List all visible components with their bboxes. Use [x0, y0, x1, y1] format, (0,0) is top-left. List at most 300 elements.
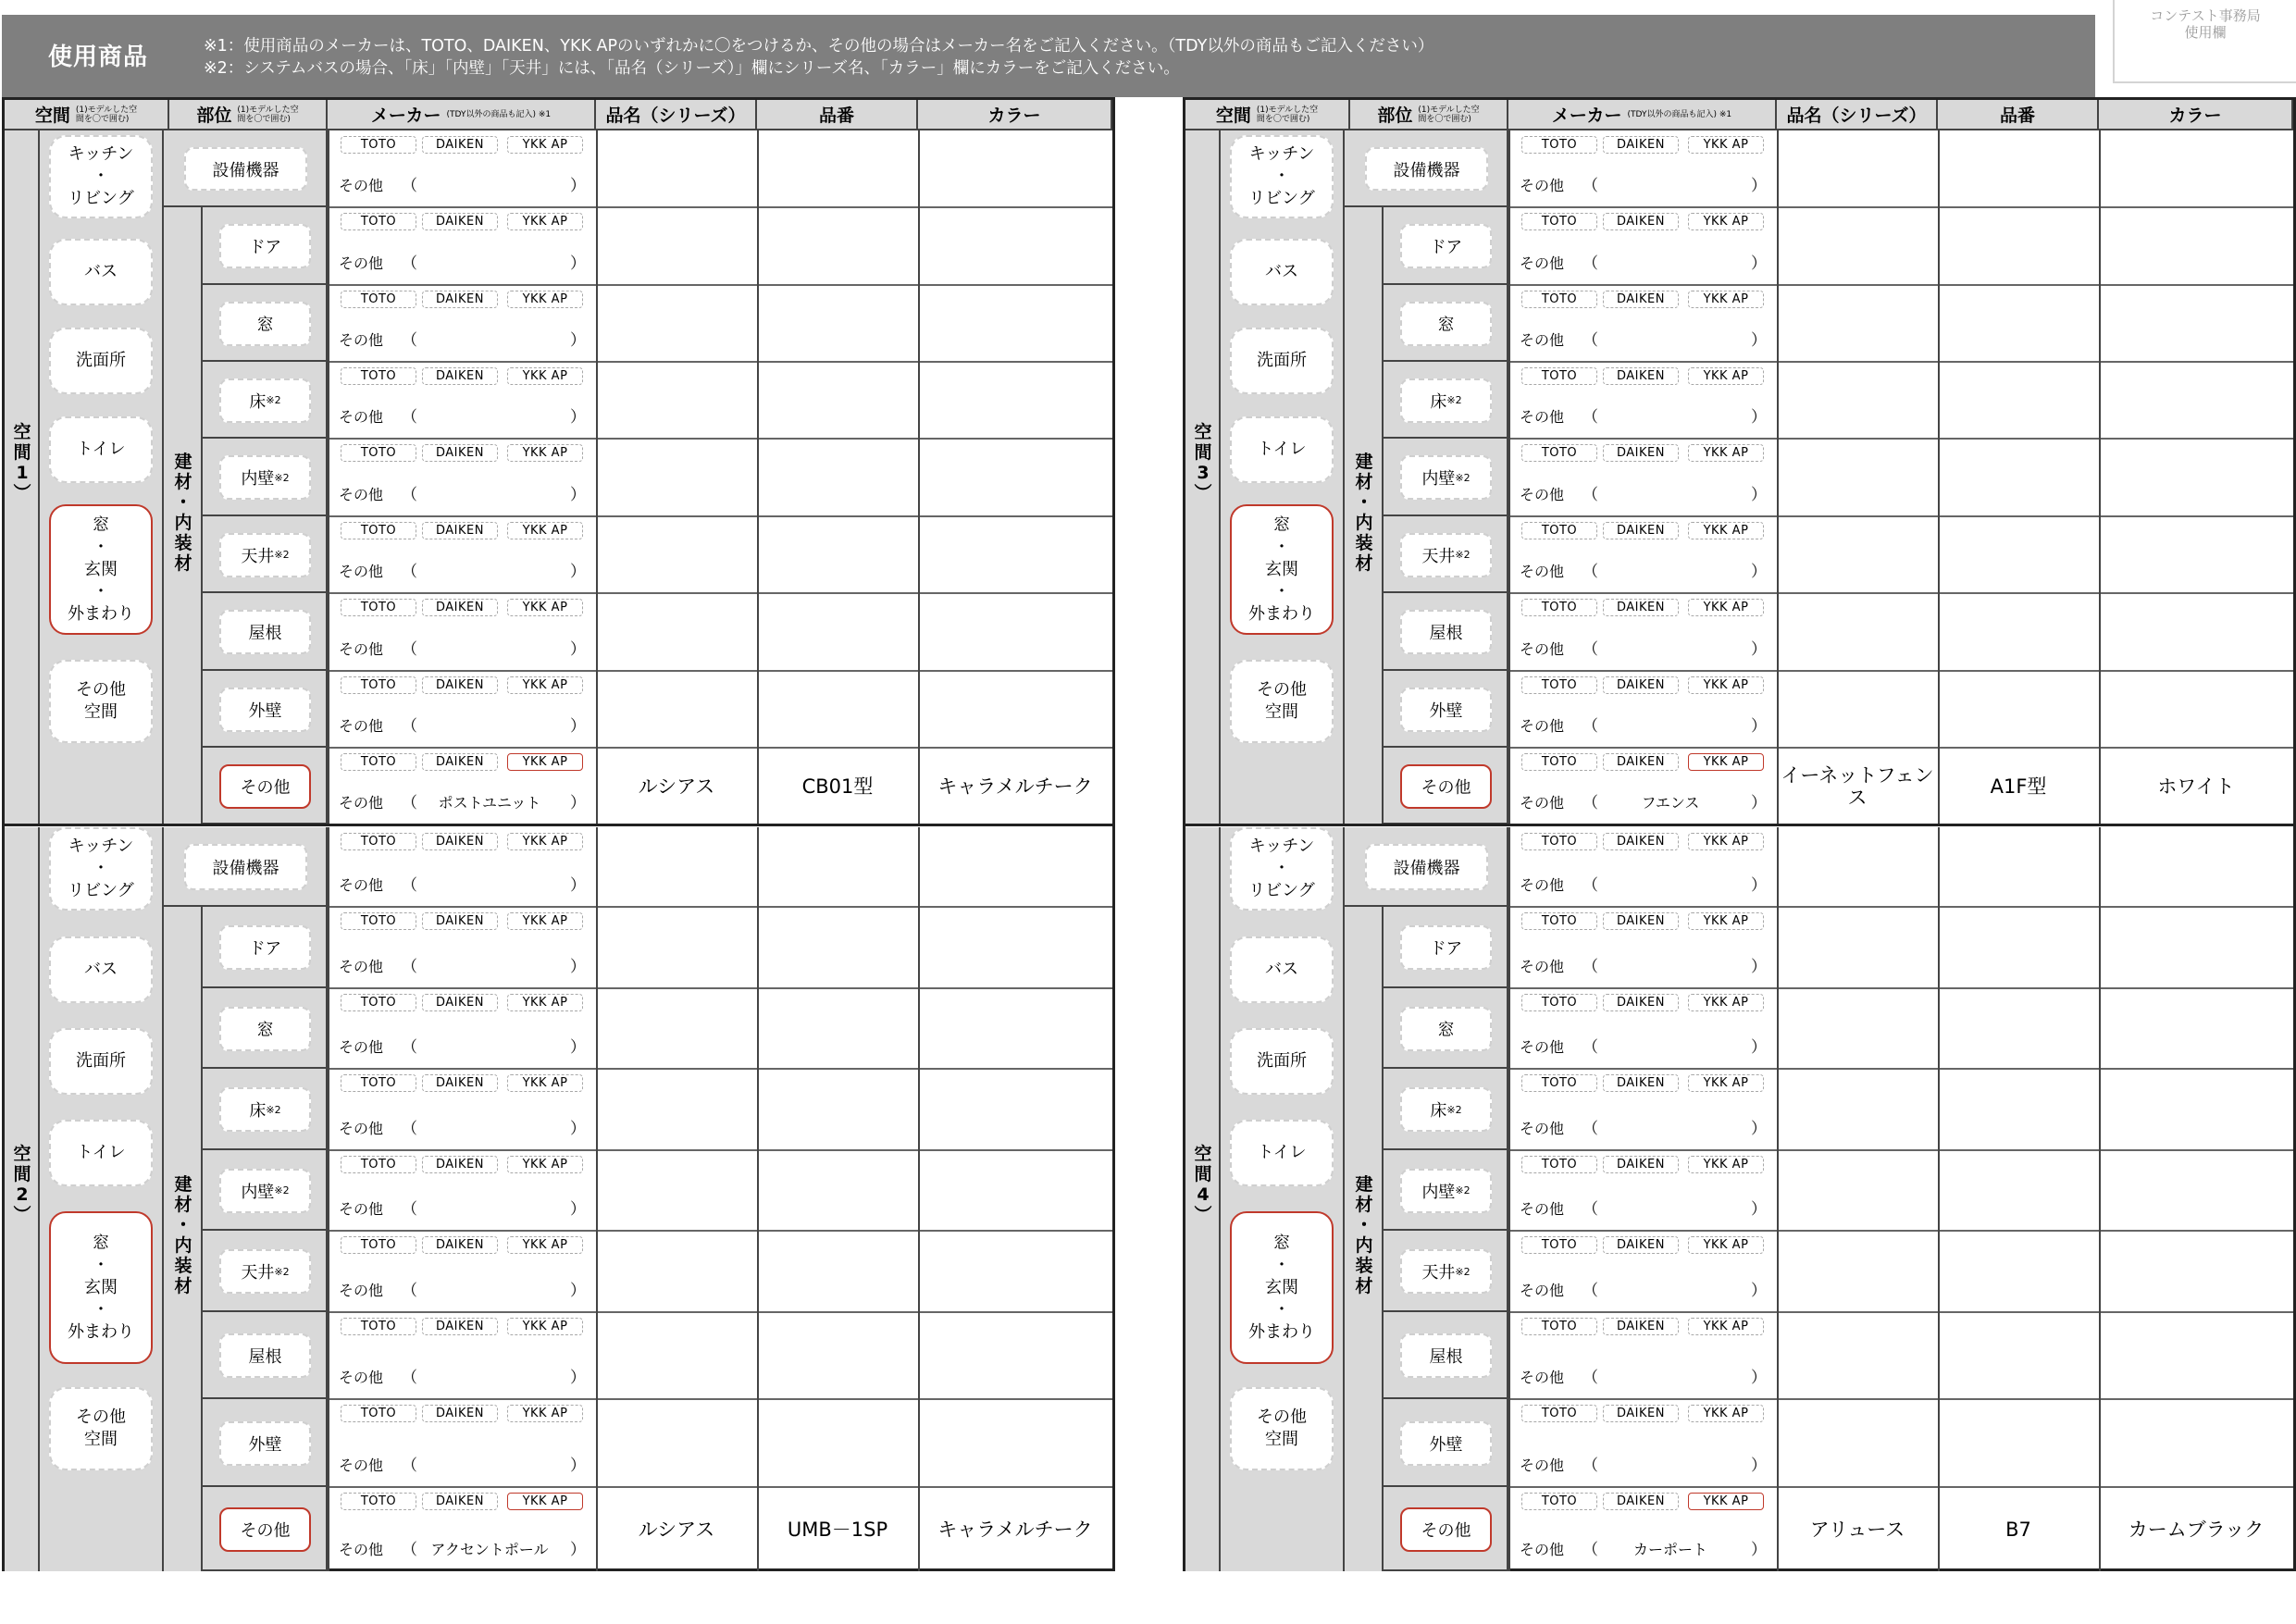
maker-option-1[interactable]: DAIKEN: [422, 522, 498, 539]
col-header-color: [918, 100, 1112, 130]
maker-option-1[interactable]: DAIKEN: [422, 444, 498, 462]
maker-other-label: その他: [339, 1541, 384, 1558]
space-option-selected[interactable]: 窓 ・ 玄関 ・ 外まわり: [49, 504, 153, 635]
paren-close: ）: [1751, 408, 1767, 427]
maker-option-1[interactable]: DAIKEN: [1603, 1493, 1679, 1510]
number-value[interactable]: UMB－1SP: [787, 1518, 888, 1541]
maker-option-2[interactable]: YKK AP: [507, 912, 583, 930]
maker-option-1[interactable]: DAIKEN: [422, 291, 498, 308]
paren-open: （: [402, 1282, 417, 1300]
maker-option-2[interactable]: YKK AP: [507, 1318, 583, 1335]
maker-option-2[interactable]: YKK AP: [1688, 291, 1764, 308]
maker-option-1[interactable]: DAIKEN: [1603, 1236, 1679, 1254]
part-0[interactable]: [1400, 224, 1492, 268]
part-5[interactable]: [219, 1333, 311, 1378]
maker-option-2[interactable]: YKK AP: [507, 1074, 583, 1092]
part-label: その他: [240, 1520, 291, 1541]
part-label: その他: [1421, 1520, 1471, 1541]
maker-option-2[interactable]: YKK AP: [1688, 213, 1764, 230]
maker-option-2-selected[interactable]: YKK AP: [507, 753, 583, 771]
maker-option-0[interactable]: TOTO: [1521, 444, 1597, 462]
space-option[interactable]: その他 空間: [49, 660, 153, 743]
space-option[interactable]: トイレ: [49, 1120, 153, 1186]
part-equipment[interactable]: 設備機器: [1365, 147, 1488, 191]
maker-option-1[interactable]: DAIKEN: [1603, 367, 1679, 385]
space-option[interactable]: バス: [49, 239, 153, 305]
number-value[interactable]: A1F型: [1990, 775, 2047, 798]
maker-option-2[interactable]: YKK AP: [507, 1236, 583, 1254]
maker-option-2[interactable]: YKK AP: [507, 1405, 583, 1422]
part-label: 窓: [1437, 315, 1455, 335]
maker-option-1[interactable]: DAIKEN: [422, 1318, 498, 1335]
maker-option-1[interactable]: DAIKEN: [1603, 676, 1679, 694]
paren-open: （: [1582, 876, 1598, 895]
color-value[interactable]: キャラメルチーク: [937, 1518, 1093, 1541]
part-equipment[interactable]: 設備機器: [1365, 844, 1488, 890]
maker-other-value[interactable]: フエンス: [1641, 794, 1700, 812]
row-divider: [328, 206, 1112, 208]
maker-option-2[interactable]: YKK AP: [1688, 994, 1764, 1011]
part-7-selected[interactable]: [219, 1507, 311, 1552]
maker-other-label: その他: [339, 1282, 384, 1299]
product-value[interactable]: イーネットフェンス: [1781, 763, 1934, 809]
part-3[interactable]: [1400, 1169, 1492, 1213]
maker-option-0[interactable]: TOTO: [341, 912, 416, 930]
paren-close: ）: [570, 794, 586, 812]
column-divider: [1508, 827, 1510, 1571]
space-option[interactable]: トイレ: [49, 416, 153, 483]
maker-option-2[interactable]: YKK AP: [507, 1156, 583, 1173]
space-index-char: 間: [13, 1164, 31, 1184]
maker-option-2[interactable]: YKK AP: [507, 136, 583, 154]
part-1[interactable]: [1400, 1007, 1492, 1051]
maker-option-1[interactable]: DAIKEN: [422, 1074, 498, 1092]
maker-other-label: その他: [339, 1038, 384, 1056]
part-4[interactable]: [219, 533, 311, 577]
part-5[interactable]: [1400, 1333, 1492, 1378]
maker-option-2[interactable]: YKK AP: [507, 522, 583, 539]
space-option-selected[interactable]: 窓 ・ 玄関 ・ 外まわり: [1230, 504, 1334, 635]
maker-option-1[interactable]: DAIKEN: [1603, 994, 1679, 1011]
maker-option-1[interactable]: DAIKEN: [422, 367, 498, 385]
maker-option-2-selected[interactable]: YKK AP: [507, 1493, 583, 1510]
maker-option-1[interactable]: DAIKEN: [1603, 136, 1679, 154]
maker-option-0[interactable]: TOTO: [341, 753, 416, 771]
space-option[interactable]: キッチン ・ リビング: [1230, 827, 1334, 911]
maker-option-1[interactable]: DAIKEN: [1603, 912, 1679, 930]
paren-open: （: [1582, 1120, 1598, 1138]
part-7-selected[interactable]: [1400, 1507, 1492, 1552]
maker-option-2-selected[interactable]: YKK AP: [1688, 753, 1764, 771]
space-option[interactable]: その他 空間: [49, 1387, 153, 1470]
materials-char: 材: [174, 1276, 192, 1296]
space-option[interactable]: トイレ: [1230, 416, 1334, 483]
maker-option-2[interactable]: YKK AP: [1688, 136, 1764, 154]
maker-option-1[interactable]: DAIKEN: [422, 213, 498, 230]
column-divider: [757, 827, 759, 1571]
maker-option-2[interactable]: YKK AP: [507, 676, 583, 694]
part-5[interactable]: [1400, 610, 1492, 654]
maker-option-0[interactable]: TOTO: [1521, 994, 1597, 1011]
row-divider: [1508, 438, 2293, 440]
maker-option-1[interactable]: DAIKEN: [422, 753, 498, 771]
part-6[interactable]: [1400, 1421, 1492, 1466]
part-2[interactable]: [219, 378, 311, 423]
maker-option-0[interactable]: TOTO: [341, 1074, 416, 1092]
maker-option-0[interactable]: TOTO: [1521, 522, 1597, 539]
space-index-char: 空: [1194, 1144, 1212, 1164]
office-use-box[interactable]: [2113, 0, 2296, 83]
maker-option-2[interactable]: YKK AP: [1688, 367, 1764, 385]
maker-option-1[interactable]: DAIKEN: [422, 994, 498, 1011]
paren-close: ）: [570, 563, 586, 581]
maker-option-1[interactable]: DAIKEN: [1603, 1156, 1679, 1173]
maker-option-0[interactable]: TOTO: [341, 1318, 416, 1335]
paren-close: ）: [570, 331, 586, 350]
space-option-selected[interactable]: 窓 ・ 玄関 ・ 外まわり: [1230, 1211, 1334, 1364]
part-label: 屋根: [248, 1347, 282, 1367]
part-2[interactable]: [1400, 378, 1492, 423]
paren-open: （: [402, 563, 417, 581]
column-divider: [918, 130, 920, 824]
part-note-mark: ※2: [1455, 1184, 1471, 1196]
paren-close: ）: [1751, 958, 1767, 976]
part-label: 床: [249, 391, 267, 412]
maker-option-1[interactable]: DAIKEN: [1603, 1074, 1679, 1092]
maker-option-0[interactable]: TOTO: [1521, 213, 1597, 230]
maker-option-1[interactable]: DAIKEN: [422, 136, 498, 154]
row-divider: [1508, 670, 2293, 672]
part-7-selected[interactable]: [219, 764, 311, 809]
paren-close: ）: [1751, 254, 1767, 273]
maker-option-1[interactable]: DAIKEN: [1603, 1405, 1679, 1422]
maker-other-label: その他: [1520, 486, 1565, 503]
maker-option-1[interactable]: DAIKEN: [1603, 213, 1679, 230]
part-2[interactable]: [219, 1087, 311, 1132]
maker-option-0[interactable]: TOTO: [1521, 676, 1597, 694]
space-option[interactable]: キッチン ・ リビング: [49, 827, 153, 911]
form-panel-left: [2, 97, 1115, 1571]
maker-option-0[interactable]: TOTO: [341, 1236, 416, 1254]
part-6[interactable]: [1400, 688, 1492, 732]
maker-option-0[interactable]: TOTO: [341, 136, 416, 154]
row-divider: [1508, 906, 2293, 908]
part-4[interactable]: [1400, 1249, 1492, 1294]
col-header-color: [2099, 100, 2293, 130]
header-bar: [2, 15, 2095, 97]
maker-other-value[interactable]: ポストユニット: [438, 794, 541, 812]
col-header-part-note: (1)モデルした空 間を〇で囲む): [237, 105, 299, 124]
materials-char: ・: [174, 491, 192, 513]
col-header-part: [169, 100, 328, 130]
paren-open: （: [1582, 1457, 1598, 1475]
maker-option-2[interactable]: YKK AP: [507, 444, 583, 462]
row-divider: [1508, 592, 2293, 594]
color-value[interactable]: カームブラック: [2128, 1518, 2265, 1541]
column-divider: [2099, 827, 2101, 1571]
maker-option-0[interactable]: TOTO: [341, 291, 416, 308]
space-option-selected[interactable]: 窓 ・ 玄関 ・ 外まわり: [49, 1211, 153, 1364]
column-divider: [1777, 827, 1779, 1571]
part-6[interactable]: [219, 688, 311, 732]
paren-close: ）: [570, 717, 586, 736]
row-divider: [328, 515, 1112, 517]
maker-option-0[interactable]: TOTO: [341, 1493, 416, 1510]
col-header-maker-note: (TDY以外の商品も記入) ※1: [446, 109, 552, 119]
maker-option-0[interactable]: TOTO: [1521, 753, 1597, 771]
maker-option-1[interactable]: DAIKEN: [1603, 522, 1679, 539]
part-equipment[interactable]: 設備機器: [184, 147, 307, 191]
maker-option-0[interactable]: TOTO: [341, 994, 416, 1011]
maker-option-0[interactable]: TOTO: [1521, 1405, 1597, 1422]
part-0[interactable]: [219, 925, 311, 970]
maker-other-label: その他: [1520, 794, 1565, 812]
maker-option-0[interactable]: TOTO: [341, 213, 416, 230]
part-label: 内壁: [1421, 1182, 1456, 1202]
maker-option-2[interactable]: YKK AP: [507, 833, 583, 850]
number-value[interactable]: CB01型: [801, 775, 874, 798]
maker-option-1[interactable]: DAIKEN: [1603, 1318, 1679, 1335]
row-divider: [1508, 1149, 2293, 1151]
page-title: 使用商品: [48, 43, 149, 71]
maker-option-1[interactable]: DAIKEN: [422, 1156, 498, 1173]
maker-option-0[interactable]: TOTO: [1521, 1156, 1597, 1173]
col-header-maker-note: (TDY以外の商品も記入) ※1: [1627, 109, 1732, 119]
maker-option-0[interactable]: TOTO: [1521, 1318, 1597, 1335]
maker-option-0[interactable]: TOTO: [1521, 833, 1597, 850]
col-header-number: [1938, 100, 2099, 130]
part-1[interactable]: [219, 1007, 311, 1051]
maker-option-2[interactable]: YKK AP: [1688, 912, 1764, 930]
col-header-maker-label: メーカー: [370, 105, 441, 126]
maker-option-0[interactable]: TOTO: [341, 599, 416, 616]
column-divider: [596, 827, 598, 1571]
part-note-mark: ※2: [274, 549, 290, 561]
maker-option-2[interactable]: YKK AP: [1688, 676, 1764, 694]
maker-option-0[interactable]: TOTO: [341, 444, 416, 462]
part-1[interactable]: [219, 302, 311, 346]
space-index-label: [5, 1144, 40, 1225]
maker-option-0[interactable]: TOTO: [1521, 912, 1597, 930]
paren-open: （: [1582, 408, 1598, 427]
maker-option-1[interactable]: DAIKEN: [422, 1405, 498, 1422]
row-divider: [328, 284, 1112, 286]
maker-option-0[interactable]: TOTO: [341, 833, 416, 850]
part-6[interactable]: [219, 1421, 311, 1466]
paren-open: （: [1582, 640, 1598, 659]
paren-open: （: [1582, 486, 1598, 504]
paren-open: （: [1582, 1369, 1598, 1387]
maker-option-2[interactable]: YKK AP: [507, 599, 583, 616]
materials-char: 材: [1355, 552, 1373, 574]
paren-close: ）: [1751, 640, 1767, 659]
maker-other-label: その他: [1520, 1457, 1565, 1474]
maker-other-label: その他: [339, 1120, 384, 1137]
maker-option-2[interactable]: YKK AP: [1688, 522, 1764, 539]
maker-option-2[interactable]: YKK AP: [1688, 1236, 1764, 1254]
part-4[interactable]: [1400, 533, 1492, 577]
paren-close: ）: [1751, 717, 1767, 736]
paren-close: ）: [570, 1541, 586, 1559]
part-label: 外壁: [248, 700, 282, 721]
paren-open: （: [402, 876, 417, 895]
maker-option-0[interactable]: TOTO: [1521, 1493, 1597, 1510]
maker-option-1[interactable]: DAIKEN: [1603, 599, 1679, 616]
maker-option-0[interactable]: TOTO: [341, 676, 416, 694]
col-header-product-label: 品名（シリーズ）: [1786, 105, 1927, 126]
col-header-number-label: 品番: [1999, 105, 2035, 126]
maker-option-2[interactable]: YKK AP: [1688, 599, 1764, 616]
maker-option-1[interactable]: DAIKEN: [422, 676, 498, 694]
paren-close: ）: [570, 486, 586, 504]
maker-option-0[interactable]: TOTO: [341, 1156, 416, 1173]
part-0[interactable]: [1400, 925, 1492, 970]
part-5[interactable]: [219, 610, 311, 654]
maker-option-0[interactable]: TOTO: [341, 522, 416, 539]
maker-option-1[interactable]: DAIKEN: [1603, 833, 1679, 850]
product-value[interactable]: ルシアス: [638, 775, 715, 798]
part-label: 床: [1430, 1101, 1447, 1121]
materials-char: 内: [1355, 512, 1373, 533]
maker-other-label: その他: [339, 331, 384, 349]
part-3[interactable]: [1400, 455, 1492, 500]
part-label: 屋根: [248, 624, 282, 643]
space-option[interactable]: バス: [1230, 239, 1334, 305]
maker-other-label: その他: [339, 794, 384, 812]
materials-char: 装: [174, 532, 192, 553]
paren-open: （: [402, 1120, 417, 1138]
maker-option-0[interactable]: TOTO: [341, 367, 416, 385]
maker-option-1[interactable]: DAIKEN: [422, 912, 498, 930]
maker-option-2[interactable]: YKK AP: [507, 213, 583, 230]
maker-option-0[interactable]: TOTO: [341, 1405, 416, 1422]
materials-char: 建: [174, 1174, 192, 1195]
part-equipment[interactable]: 設備機器: [184, 844, 307, 890]
maker-option-2[interactable]: YKK AP: [1688, 1074, 1764, 1092]
col-header-color-label: カラー: [987, 105, 1041, 126]
part-2[interactable]: [1400, 1087, 1492, 1132]
maker-option-2[interactable]: YKK AP: [1688, 1156, 1764, 1173]
maker-option-0[interactable]: TOTO: [1521, 1236, 1597, 1254]
maker-option-1[interactable]: DAIKEN: [422, 1236, 498, 1254]
part-3[interactable]: [219, 1169, 311, 1213]
space-option[interactable]: バス: [1230, 936, 1334, 1003]
space-index-char: ︶: [1194, 1205, 1212, 1225]
maker-option-0[interactable]: TOTO: [1521, 367, 1597, 385]
maker-option-2-selected[interactable]: YKK AP: [1688, 1493, 1764, 1510]
maker-other-value[interactable]: カーポート: [1632, 1541, 1707, 1558]
space-option[interactable]: 洗面所: [1230, 1028, 1334, 1095]
paren-open: （: [1582, 331, 1598, 350]
materials-label: [1345, 1174, 1384, 1296]
maker-other-label: その他: [1520, 1282, 1565, 1299]
maker-option-2[interactable]: YKK AP: [1688, 444, 1764, 462]
space-option[interactable]: バス: [49, 936, 153, 1003]
paren-close: ）: [1751, 1038, 1767, 1057]
maker-option-1[interactable]: DAIKEN: [1603, 291, 1679, 308]
maker-other-label: その他: [339, 177, 384, 194]
maker-option-1[interactable]: DAIKEN: [422, 833, 498, 850]
part-1[interactable]: [1400, 302, 1492, 346]
product-value[interactable]: ルシアス: [638, 1518, 715, 1541]
paren-open: （: [402, 794, 417, 812]
row-divider: [328, 361, 1112, 363]
part-4[interactable]: [219, 1249, 311, 1294]
paren-open: （: [1582, 177, 1598, 195]
maker-option-2[interactable]: YKK AP: [1688, 1318, 1764, 1335]
maker-option-2[interactable]: YKK AP: [507, 367, 583, 385]
maker-other-label: その他: [339, 1200, 384, 1218]
col-header-maker-label: メーカー: [1551, 105, 1622, 126]
maker-option-0[interactable]: TOTO: [1521, 1074, 1597, 1092]
part-3[interactable]: [219, 455, 311, 500]
column-divider: [1777, 130, 1779, 824]
maker-other-value[interactable]: アクセントポール: [430, 1541, 549, 1558]
paren-close: ）: [570, 876, 586, 895]
maker-option-1[interactable]: DAIKEN: [1603, 753, 1679, 771]
maker-option-1[interactable]: DAIKEN: [422, 599, 498, 616]
maker-option-2[interactable]: YKK AP: [1688, 833, 1764, 850]
note-1: ※1：使用商品のメーカーは、TOTO、DAIKEN、YKK APのいずれかに〇をつけるか、その他の場合はメーカー名をご記入ください。（TDY以外の商品もご記入ください）: [204, 37, 1434, 56]
maker-other-label: その他: [339, 1457, 384, 1474]
maker-option-0[interactable]: TOTO: [1521, 599, 1597, 616]
maker-option-2[interactable]: YKK AP: [1688, 1405, 1764, 1422]
maker-other-label: その他: [1520, 717, 1565, 735]
col-header-part-label: 部位: [196, 105, 232, 126]
maker-option-1[interactable]: DAIKEN: [422, 1493, 498, 1510]
space-option[interactable]: キッチン ・ リビング: [1230, 135, 1334, 218]
part-0[interactable]: [219, 224, 311, 268]
maker-other-label: その他: [1520, 640, 1565, 658]
part-label: 天井: [241, 546, 275, 566]
space-option[interactable]: その他 空間: [1230, 660, 1334, 743]
maker-other-label: その他: [1520, 876, 1565, 894]
space-option[interactable]: 洗面所: [49, 328, 153, 394]
maker-other-label: その他: [1520, 331, 1565, 349]
maker-option-0[interactable]: TOTO: [1521, 136, 1597, 154]
space-option[interactable]: トイレ: [1230, 1120, 1334, 1186]
maker-option-0[interactable]: TOTO: [1521, 291, 1597, 308]
paren-close: ）: [1751, 331, 1767, 350]
materials-char: ・: [1355, 1215, 1373, 1235]
space-option[interactable]: その他 空間: [1230, 1387, 1334, 1470]
part-label: 内壁: [241, 469, 275, 489]
row-divider: [1508, 987, 2293, 989]
number-value[interactable]: B7: [2005, 1518, 2031, 1541]
row-divider: [1508, 284, 2293, 286]
part-7-selected[interactable]: [1400, 764, 1492, 809]
paren-close: ）: [570, 958, 586, 976]
materials-label: [1345, 452, 1384, 574]
product-value[interactable]: アリュース: [1809, 1518, 1905, 1541]
color-value[interactable]: ホワイト: [2157, 775, 2235, 798]
space-option[interactable]: キッチン ・ リビング: [49, 135, 153, 218]
maker-option-2[interactable]: YKK AP: [507, 994, 583, 1011]
maker-option-1[interactable]: DAIKEN: [1603, 444, 1679, 462]
maker-option-2[interactable]: YKK AP: [507, 291, 583, 308]
block-divider: [1185, 824, 2293, 826]
space-option[interactable]: 洗面所: [1230, 328, 1334, 394]
space-index-char: 3: [1197, 463, 1210, 483]
materials-char: 材: [174, 1195, 192, 1215]
space-option[interactable]: 洗面所: [49, 1028, 153, 1095]
paren-close: ）: [1751, 563, 1767, 581]
materials-char: 内: [174, 1235, 192, 1256]
col-header-number: [757, 100, 918, 130]
color-value[interactable]: キャラメルチーク: [937, 775, 1093, 798]
row-divider: [1508, 1311, 2293, 1313]
paren-close: ）: [1751, 1282, 1767, 1300]
